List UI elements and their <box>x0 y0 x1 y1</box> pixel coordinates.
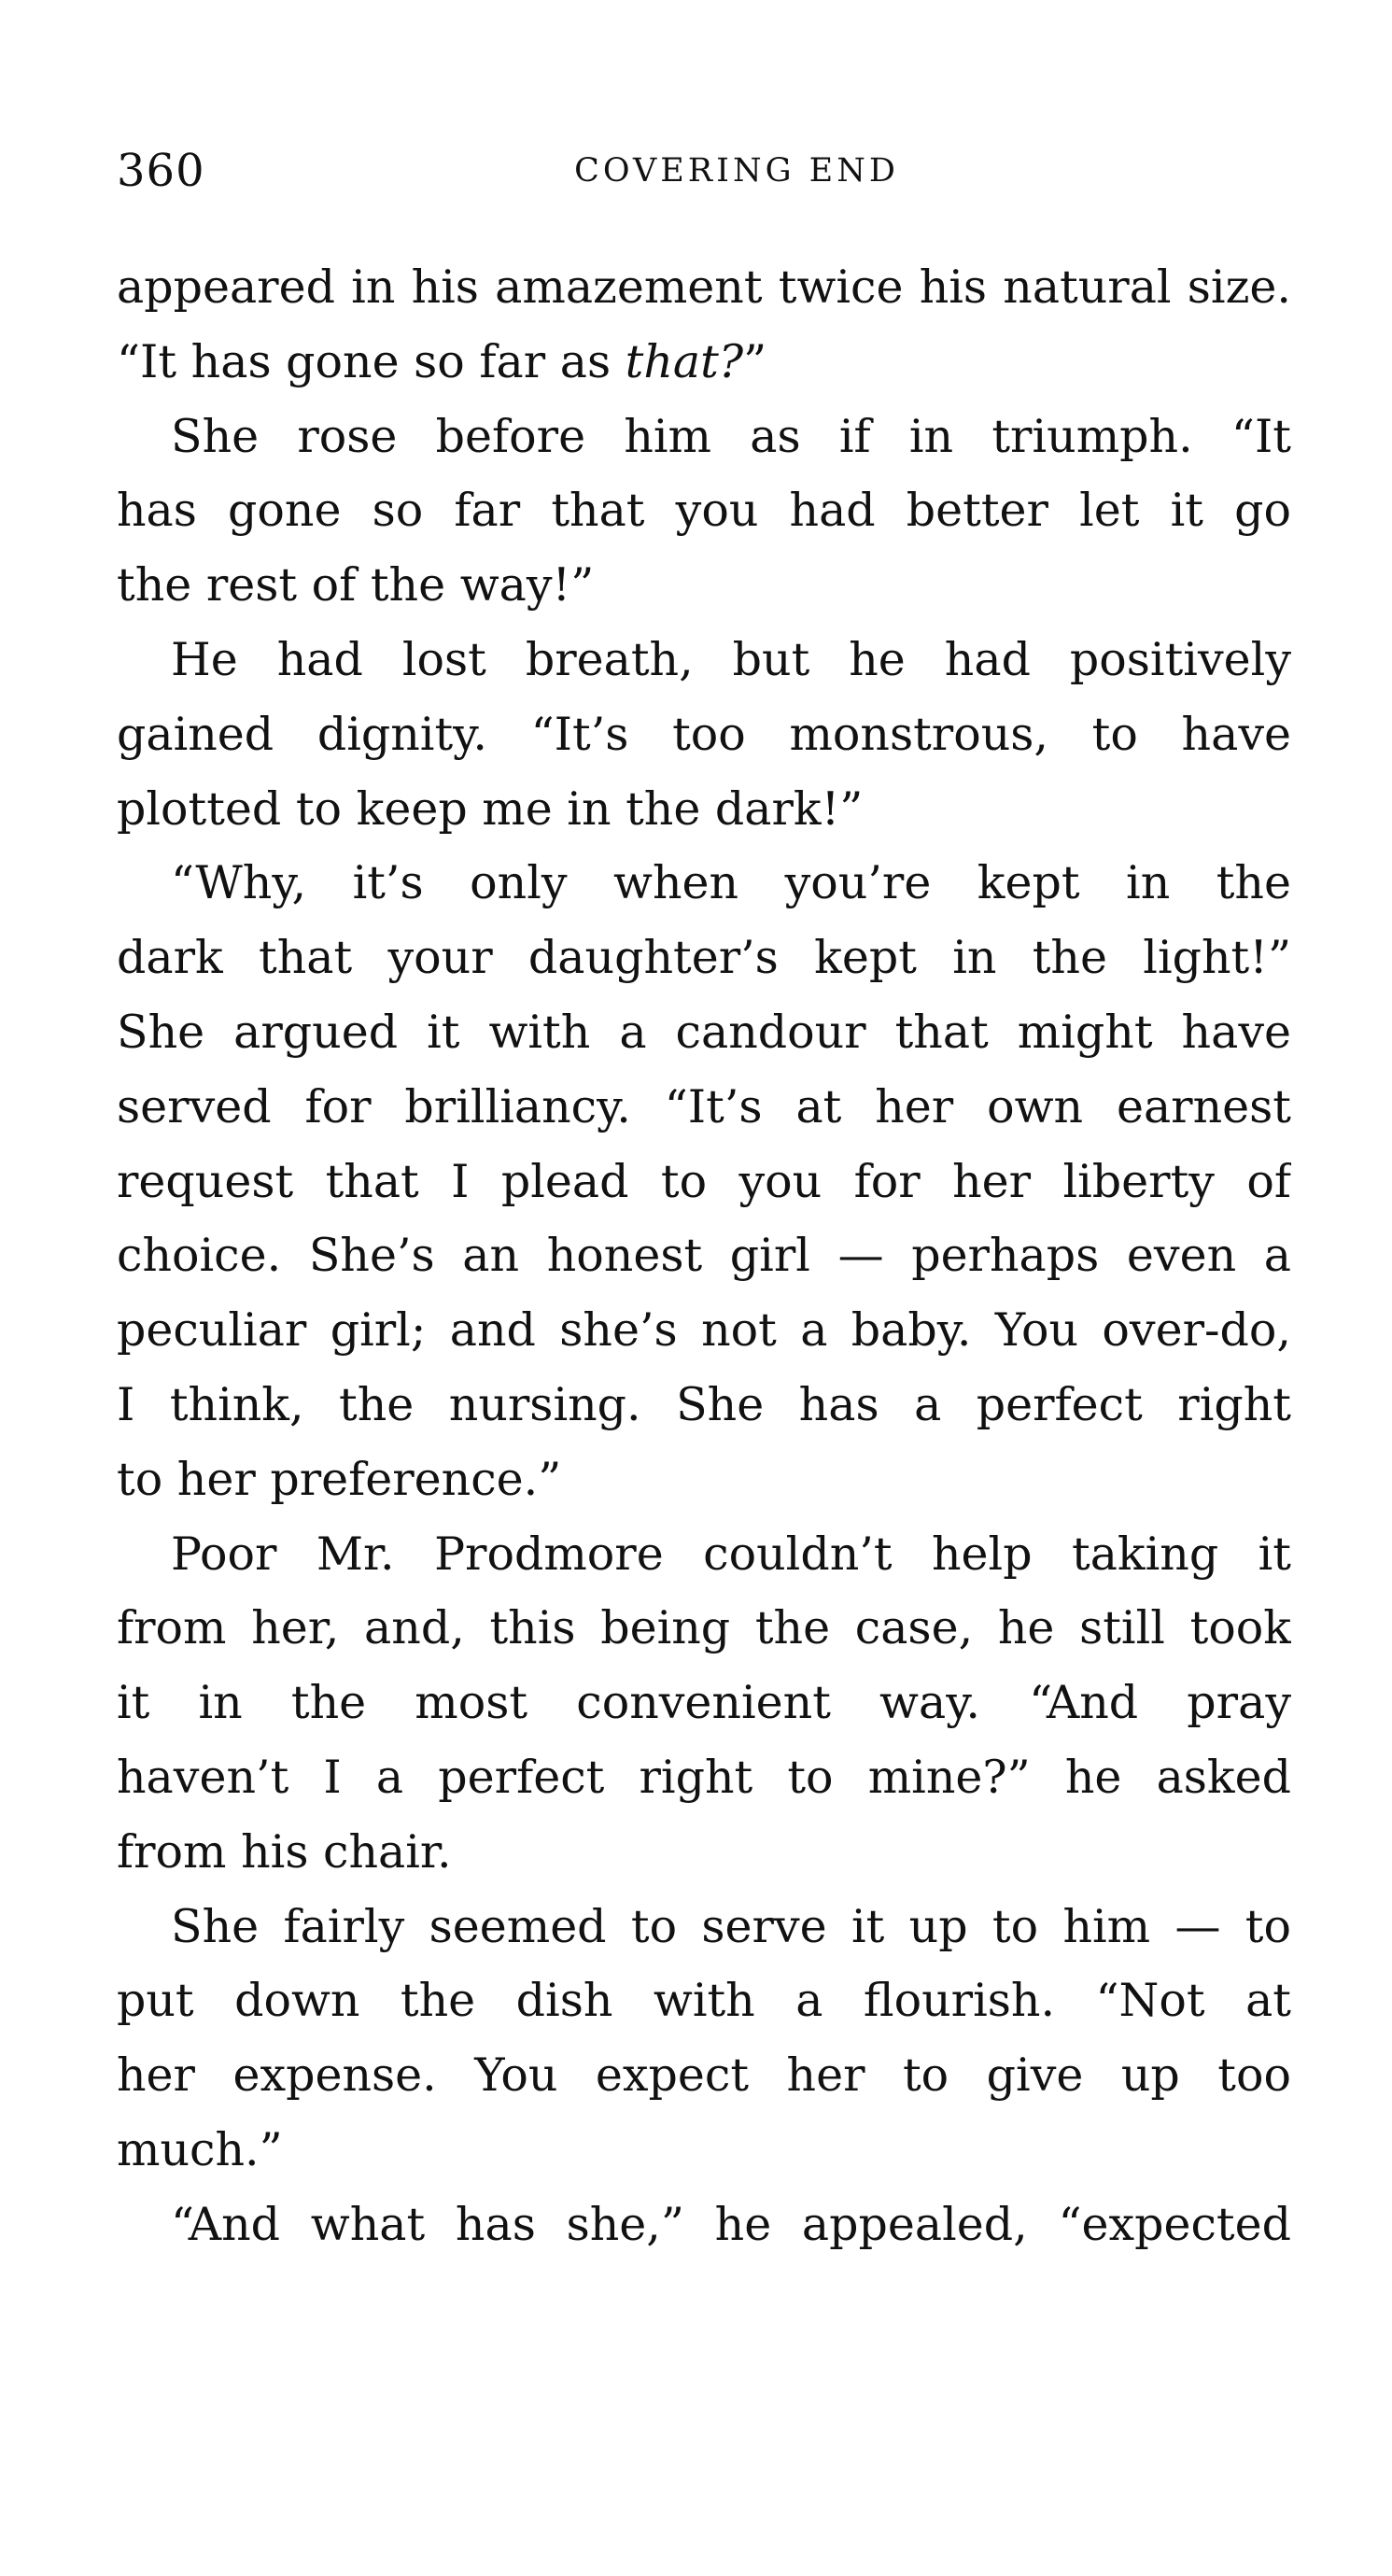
text-line <box>117 2038 1291 2113</box>
text-line-content: request that I plead to you for her liberty of <box>117 1154 1291 1208</box>
text-line <box>117 548 1291 623</box>
text-line <box>117 697 1291 772</box>
text-line-content: He had lost breath, but he had positively <box>171 632 1291 686</box>
page-number: 360 <box>117 145 205 197</box>
text-line-content: choice. She’s an honest girl — perhaps even a <box>117 1229 1291 1283</box>
text-line-content: served for brilliancy. “It’s at her own earnest <box>117 1079 1291 1133</box>
text-line-content: haven’t I a perfect right to mine?” he asked <box>117 1750 1291 1804</box>
running-title: COVERING END <box>574 152 899 190</box>
text-line-content: “Why, it’s only when you’re kept in the <box>171 856 1291 910</box>
text-line <box>117 250 1291 325</box>
text-line-content: appeared in his amazement twice his natural size. <box>117 260 1291 314</box>
text-line-content: the rest of the way!” <box>117 558 595 612</box>
text-line-content: “It has gone so far as <box>117 334 626 388</box>
text-line-content: She rose before him as if in triumph. “It <box>171 409 1291 463</box>
text-line-content: She fairly seemed to serve it up to him — to <box>171 1899 1291 1953</box>
text-line <box>117 1591 1291 1666</box>
closing-quote: ” <box>743 334 767 388</box>
text-line-content: gained dignity. “It’s too monstrous, to have <box>117 707 1291 761</box>
text-line-content: She argued it with a candour that might have <box>117 1005 1291 1059</box>
text-line <box>117 1293 1291 1368</box>
text-line <box>117 1890 1291 1964</box>
body-text <box>117 250 1291 2262</box>
text-line <box>117 1964 1291 2038</box>
text-line <box>117 1368 1291 1443</box>
text-line-content: it in the most convenient way. “And pray <box>117 1676 1291 1730</box>
text-line <box>117 1517 1291 1592</box>
text-line <box>117 995 1291 1070</box>
text-line-content: I think, the nursing. She has a perfect right <box>117 1377 1291 1431</box>
text-line <box>117 1740 1291 1815</box>
running-head <box>117 138 1291 204</box>
text-line <box>117 325 1291 400</box>
text-line-content: put down the dish with a flourish. “Not at <box>117 1974 1291 2028</box>
text-line <box>117 1443 1291 1517</box>
text-line-content: to her preference.” <box>117 1452 562 1506</box>
text-line <box>117 1070 1291 1145</box>
text-line-content: dark that your daughter’s kept in the light!” <box>117 931 1291 985</box>
text-line <box>117 1815 1291 1890</box>
text-line-content: from her, and, this being the case, he still took <box>117 1601 1291 1655</box>
text-line-content: “And what has she,” he appealed, “expected <box>171 2197 1291 2251</box>
text-line <box>117 772 1291 847</box>
text-line-content: her expense. You expect her to give up too <box>117 2048 1291 2103</box>
text-line <box>117 400 1291 474</box>
text-line <box>117 921 1291 995</box>
text-line <box>117 623 1291 697</box>
text-line-content: Poor Mr. Prodmore couldn’t help taking it <box>171 1527 1291 1581</box>
text-line <box>117 1145 1291 1219</box>
italic-emphasis: that? <box>625 334 744 388</box>
text-line-content: from his chair. <box>117 1824 452 1879</box>
text-line <box>117 1218 1291 1293</box>
text-line <box>117 846 1291 921</box>
text-line <box>117 2188 1291 2262</box>
text-line-content: has gone so far that you had better let it go <box>117 484 1291 538</box>
text-line-content: much.” <box>117 2122 283 2176</box>
text-line <box>117 1666 1291 1740</box>
text-line <box>117 473 1291 548</box>
text-line <box>117 2113 1291 2188</box>
text-line-content: peculiar girl; and she’s not a baby. You over-do, <box>117 1303 1291 1358</box>
text-line-content: plotted to keep me in the dark!” <box>117 781 864 836</box>
